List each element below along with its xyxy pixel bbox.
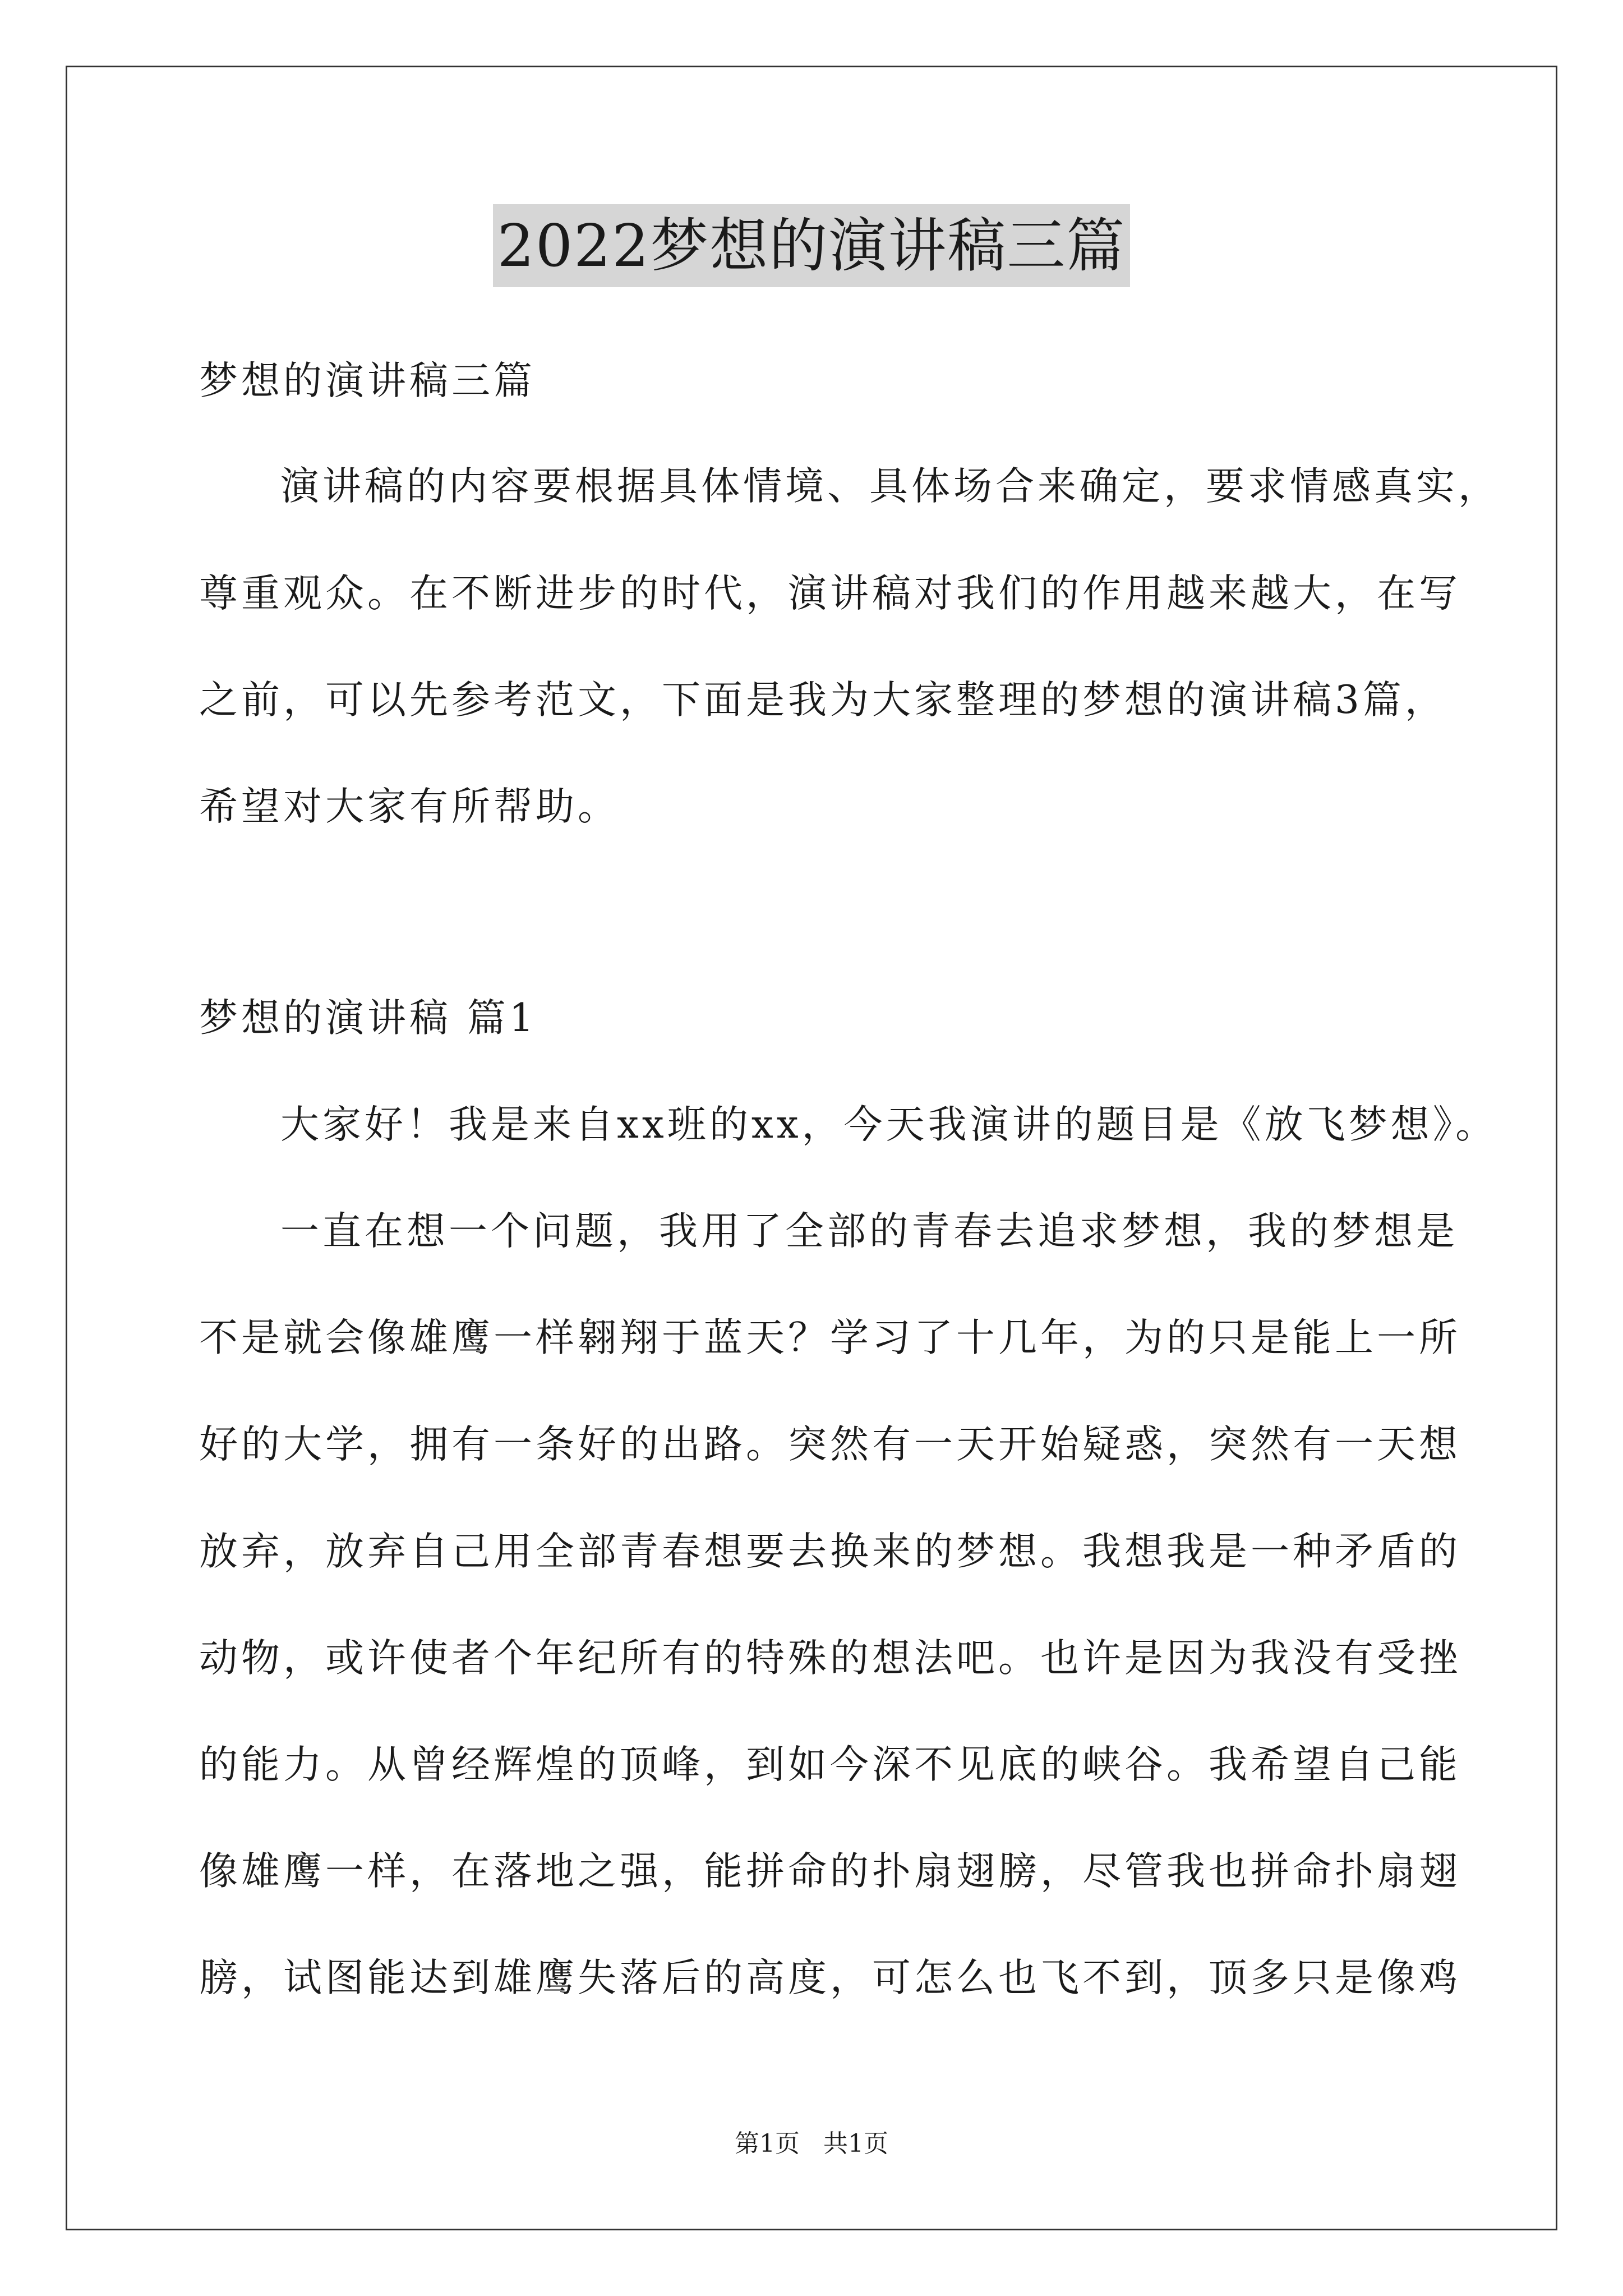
body-line-4: 放弃，放弃自己用全部青春想要去换来的梦想。我想我是一种矛盾的 — [199, 1529, 1461, 1574]
title-container — [0, 204, 1623, 287]
document-title: 2022梦想的演讲稿三篇 — [493, 204, 1131, 287]
body-line-3: 好的大学，拥有一条好的出路。突然有一天开始疑惑，突然有一天想 — [199, 1422, 1461, 1467]
body-line-1: 一直在想一个问题，我用了全部的青春去追求梦想，我的梦想是 — [280, 1209, 1458, 1254]
body-line-5: 动物，或许使者个年纪所有的特殊的想法吧。也许是因为我没有受挫 — [199, 1636, 1461, 1681]
document-subtitle: 梦想的演讲稿三篇 — [199, 358, 536, 403]
intro-line-2: 尊重观众。在不断进步的时代，演讲稿对我们的作用越来越大，在写 — [199, 571, 1461, 616]
body-line-8: 膀，试图能达到雄鹰失落后的高度，可怎么也飞不到，顶多只是像鸡 — [199, 1955, 1461, 2000]
greeting-line: 大家好！我是来自xx班的xx，今天我演讲的题目是《放飞梦想》。 — [280, 1102, 1498, 1147]
page-number-total: 共1页 — [823, 2129, 888, 2158]
page-footer — [0, 2127, 1623, 2161]
intro-line-3: 之前，可以先参考范文，下面是我为大家整理的梦想的演讲稿3篇， — [199, 678, 1447, 723]
intro-line-4: 希望对大家有所帮助。 — [199, 784, 620, 829]
body-line-6: 的能力。从曾经辉煌的顶峰，到如今深不见底的峡谷。我希望自己能 — [199, 1742, 1461, 1787]
page-number-current: 第1页 — [735, 2129, 800, 2158]
section-heading: 梦想的演讲稿 篇1 — [199, 996, 537, 1041]
body-line-2: 不是就会像雄鹰一样翱翔于蓝天？学习了十几年，为的只是能上一所 — [199, 1315, 1461, 1360]
intro-line-1: 演讲稿的内容要根据具体情境、具体场合来确定，要求情感真实， — [280, 464, 1500, 509]
body-line-7: 像雄鹰一样，在落地之强，能拼命的扑扇翅膀，尽管我也拼命扑扇翅 — [199, 1849, 1461, 1894]
